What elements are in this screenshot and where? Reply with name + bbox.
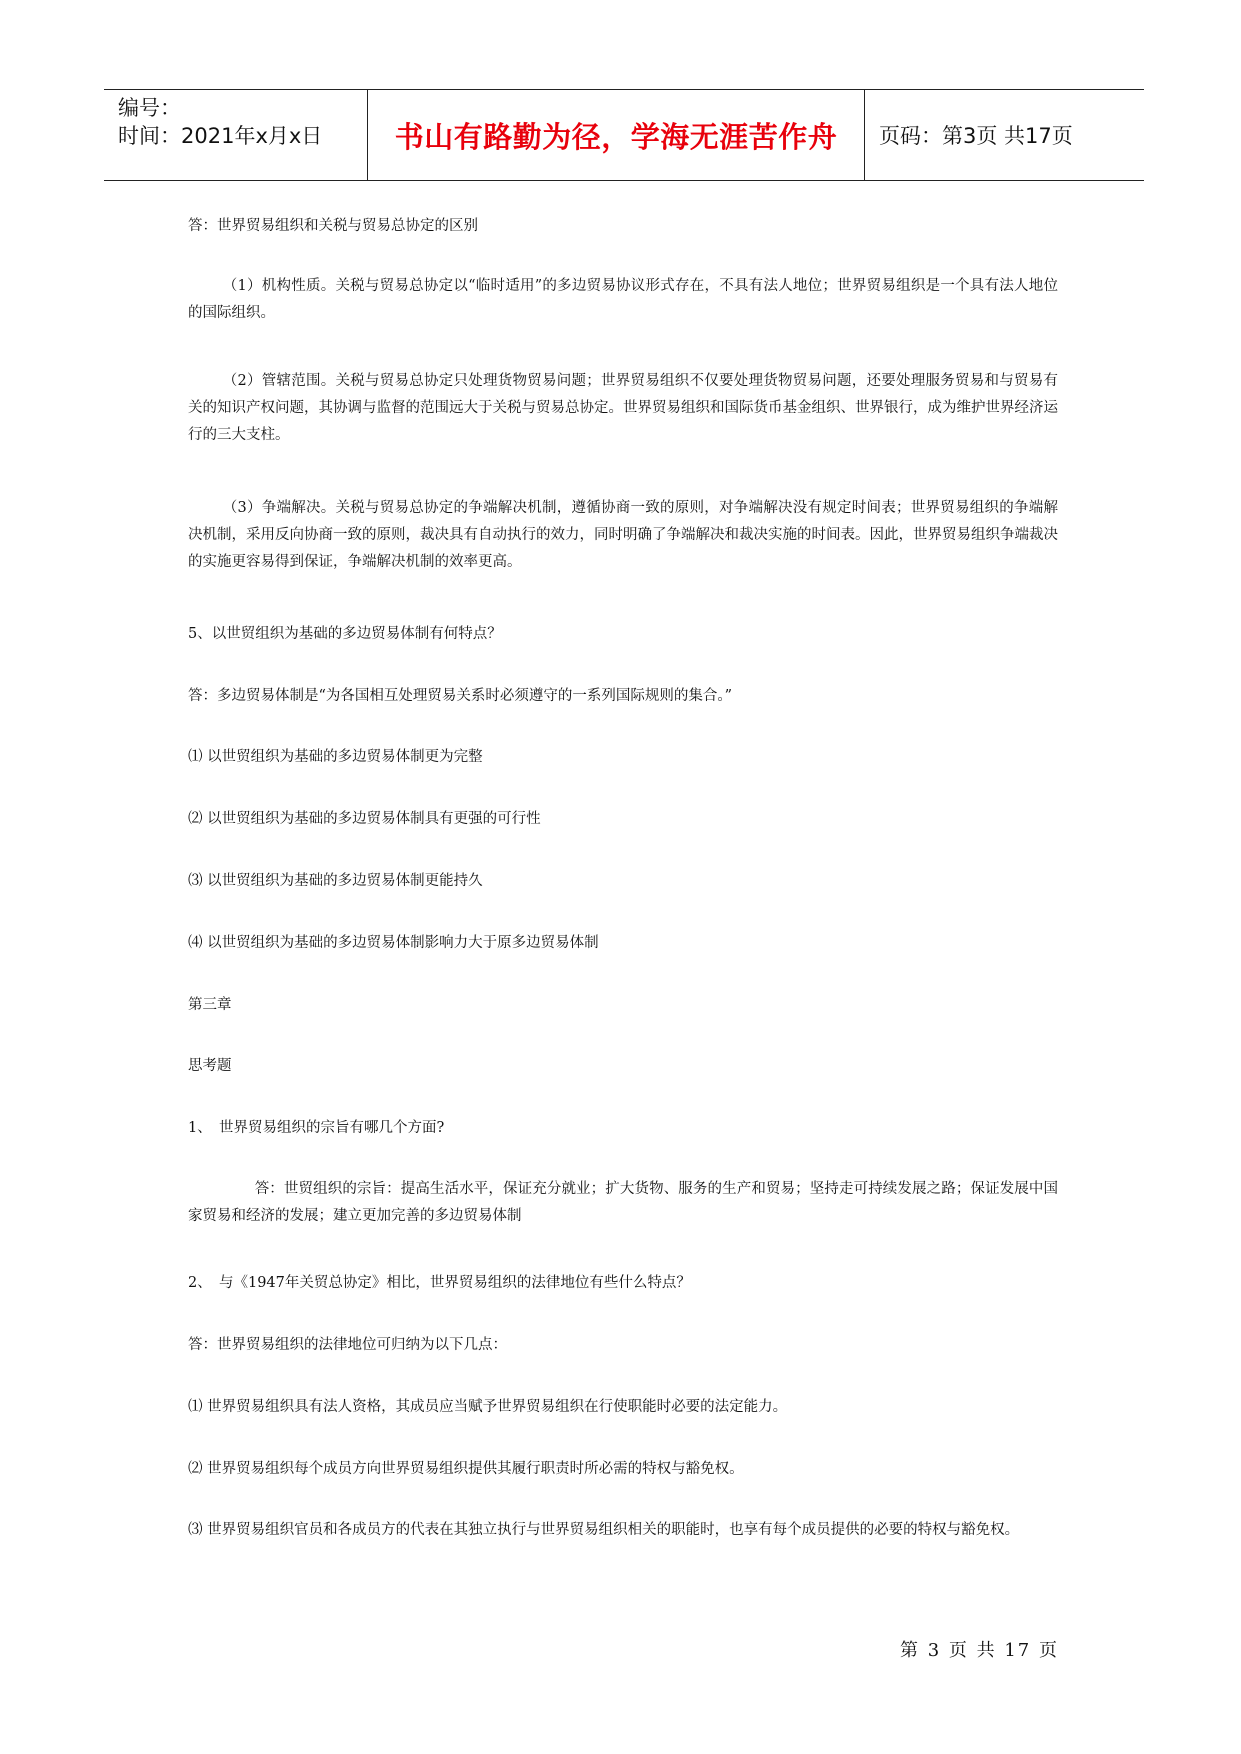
- list-item: ⑵ 以世贸组织为基础的多边贸易体制具有更强的可行性: [188, 811, 541, 827]
- list-item: ⑴ 以世贸组织为基础的多边贸易体制更为完整: [188, 749, 483, 765]
- list-item: ⑶ 以世贸组织为基础的多边贸易体制更能持久: [188, 873, 483, 889]
- chapter-heading: 第三章: [188, 997, 232, 1013]
- header-info-cell: [104, 90, 368, 180]
- question-1: 1、 世界贸易组织的宗旨有哪几个方面?: [188, 1120, 445, 1136]
- page-footer: 第 3 页 共 17 页: [900, 1640, 1059, 1661]
- list-item: ⑵ 世界贸易组织每个成员方向世界贸易组织提供其履行职责时所必需的特权与豁免权。: [188, 1461, 744, 1477]
- paragraph-institution-nature: （1）机构性质。关税与贸易总协定以“临时适用”的多边贸易协议形式存在，不具有法人地位；世界贸易组织是一个具有法人地位的国际组织。: [188, 278, 1058, 321]
- question-5: 5、以世贸组织为基础的多边贸易体制有何特点？: [188, 626, 502, 642]
- page-header: [104, 89, 1144, 181]
- list-item: ⑴ 世界贸易组织具有法人资格，其成员应当赋予世界贸易组织在行使职能时必要的法定能力。: [188, 1399, 788, 1415]
- list-item: ⑶ 世界贸易组织官员和各成员方的代表在其独立执行与世界贸易组织相关的职能时，也享有每个成员提供的必要的特权与豁免权。: [188, 1522, 1020, 1538]
- header-page-number: 页码：第3页 共17页: [879, 124, 1073, 148]
- answer-1: 答：世贸组织的宗旨：提高生活水平，保证充分就业；扩大货物、服务的生产和贸易；坚持走可持续发展之路；保证发展中国家贸易和经济的发展；建立更加完善的多边贸易体制: [188, 1181, 1058, 1224]
- document-time-label: 时间：2021年x月x日: [118, 124, 323, 148]
- header-page-cell: [865, 90, 1144, 180]
- answer-2-intro: 答：世界贸易组织的法律地位可归纳为以下几点：: [188, 1337, 507, 1353]
- question-2: 2、 与《1947年关贸总协定》相比，世界贸易组织的法律地位有些什么特点？: [188, 1275, 691, 1291]
- motto-text: 书山有路勤为径，学海无涯苦作舟: [394, 119, 838, 154]
- paragraph-dispute-settlement: （3）争端解决。关税与贸易总协定的争端解决机制，遵循协商一致的原则，对争端解决没有规定时间表；世界贸易组织的争端解决机制，采用反向协商一致的原则，裁决具有自动执行的效力，同时明确了争端解决和裁决实施的时间表。因此，世界贸易组织争端裁决的实施更容易得到保证，争端解决机制的效率更高。: [188, 500, 1058, 570]
- document-number-label: 编号：: [118, 96, 181, 120]
- section-heading: 思考题: [188, 1058, 232, 1074]
- answer-5-intro: 答：多边贸易体制是“为各国相互处理贸易关系时必须遵守的一系列国际规则的集合。”: [188, 688, 733, 704]
- header-motto-cell: [368, 90, 865, 180]
- answer-heading: 答：世界贸易组织和关税与贸易总协定的区别: [188, 218, 478, 234]
- list-item: ⑷ 以世贸组织为基础的多边贸易体制影响力大于原多边贸易体制: [188, 935, 599, 951]
- paragraph-jurisdiction: （2）管辖范围。关税与贸易总协定只处理货物贸易问题；世界贸易组织不仅要处理货物贸易问题，还要处理服务贸易和与贸易有关的知识产权问题，其协调与监督的范围远大于关税与贸易总协定。世界贸易组织和国际货币基金组织、世界银行，成为维护世界经济运行的三大支柱。: [188, 373, 1058, 443]
